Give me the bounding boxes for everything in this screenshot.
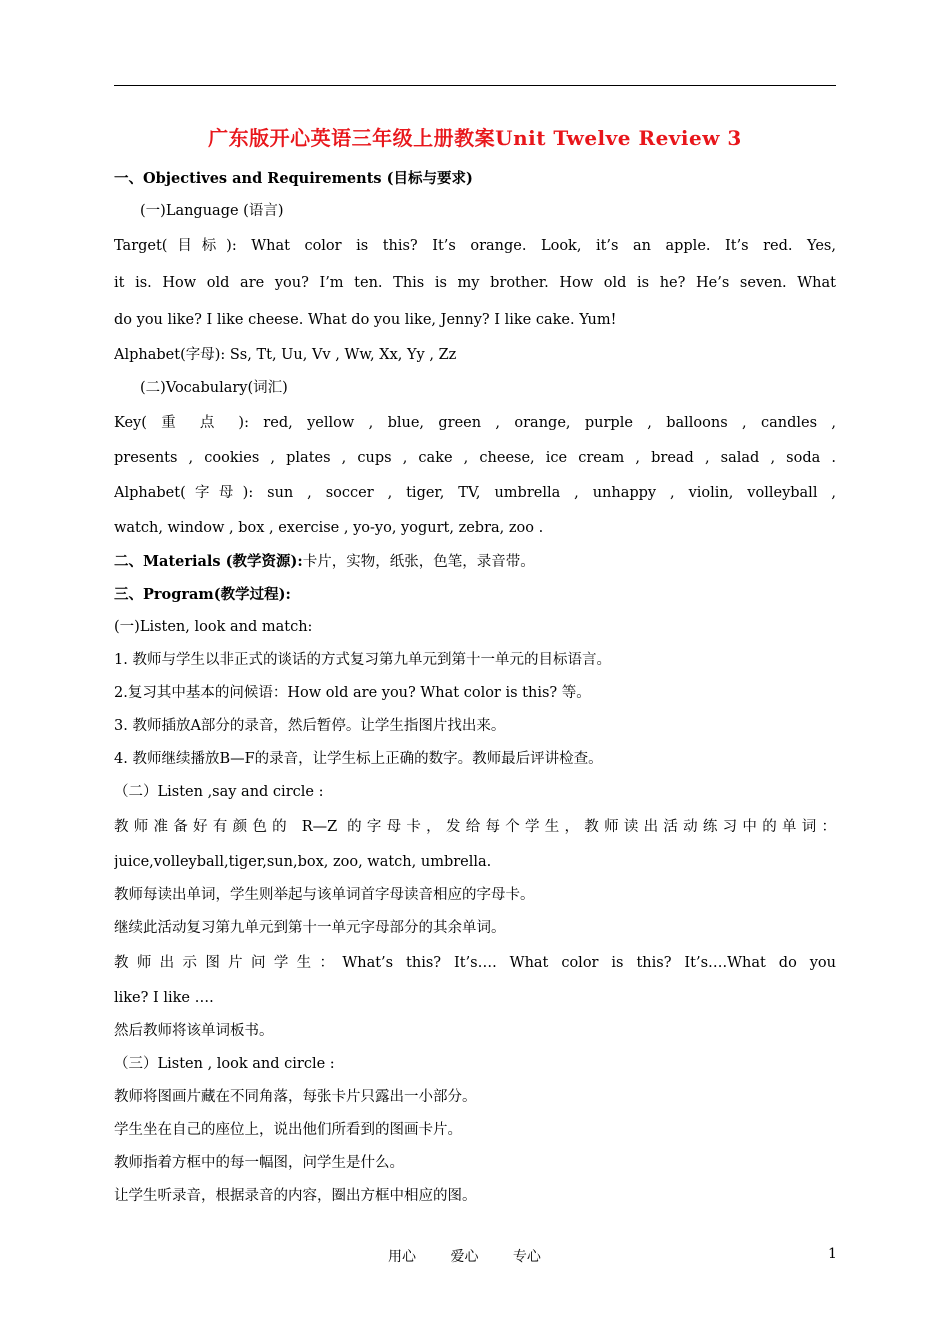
materials-label: 二、Materials (教学资源): bbox=[114, 553, 303, 570]
part3-line-1: 教师将图画片藏在不同角落，每张卡片只露出一小部分。 bbox=[114, 1089, 477, 1105]
document-body bbox=[114, 162, 836, 1213]
target-line-3: do you like? I like cheese. What do you like, Jenny? I like cake. Yum! bbox=[114, 312, 617, 328]
key-line-2: presents , cookies , plates , cups , cake , cheese, ice cream , bread , salad , soda . bbox=[114, 450, 836, 466]
footer-word-3: 专心 bbox=[512, 1249, 541, 1265]
materials-line bbox=[114, 545, 836, 578]
part2-line-2: juice,volleyball,tiger,sun,box, zoo, watch, umbrella. bbox=[114, 854, 492, 870]
footer-word-2: 爱心 bbox=[450, 1249, 479, 1265]
footer-word-1: 用心 bbox=[388, 1249, 416, 1265]
target-line-1: Target(目标): What color is this? It’s orange. Look, it’s an apple. It’s red. Yes, bbox=[114, 238, 836, 254]
part1-step-4: 4. 教师继续播放B—F的录音，让学生标上正确的数字。教师最后评讲检查。 bbox=[114, 751, 603, 767]
materials-text: 卡片，实物，纸张，色笔，录音带。 bbox=[302, 554, 535, 570]
part3-line-2: 学生坐在自己的座位上，说出他们所看到的图画卡片。 bbox=[114, 1122, 462, 1138]
language-heading: (一)Language (语言) bbox=[140, 203, 284, 219]
target-line-2: it is. How old are you? I’m ten. This is my brother. How old is he? He’s seven. What bbox=[114, 275, 836, 291]
part2-line-3: 教师每读出单词，学生则举起与该单词首字母读音相应的字母卡。 bbox=[114, 887, 535, 903]
page-number: 1 bbox=[828, 1246, 837, 1262]
vocabulary-heading: (二)Vocabulary(词汇) bbox=[140, 380, 288, 396]
part2-line-6: like? I like …. bbox=[114, 990, 214, 1006]
part2-line-4: 继续此活动复习第九单元到第十一单元字母部分的其余单词。 bbox=[114, 920, 506, 936]
part2-heading: （二）Listen ,say and circle : bbox=[114, 784, 324, 800]
objectives-heading: 一、Objectives and Requirements (目标与要求) bbox=[114, 170, 473, 187]
document-title: 广东版开心英语三年级上册教案Unit Twelve Review 3 bbox=[208, 126, 742, 150]
part1-step-2: 2.复习其中基本的问候语：How old are you? What color is this? 等。 bbox=[114, 685, 591, 701]
part1-heading: (一)Listen, look and match: bbox=[114, 619, 313, 635]
part3-line-4: 让学生听录音，根据录音的内容，圈出方框中相应的图。 bbox=[114, 1188, 477, 1204]
part2-line-5: 教师出示图片问学生：What’s this? It’s…. What color is this? It’s….What do you bbox=[114, 955, 836, 971]
part1-step-1: 1. 教师与学生以非正式的谈话的方式复习第九单元到第十一单元的目标语言。 bbox=[114, 652, 611, 668]
header-rule bbox=[114, 85, 836, 86]
alphabet-language: Alphabet(字母): Ss, Tt, Uu, Vv , Ww, Xx, Yy , Zz bbox=[114, 347, 457, 363]
part1-step-3: 3. 教师插放A部分的录音，然后暂停。让学生指图片找出来。 bbox=[114, 718, 506, 734]
alphabet-vocab-line-1: Alphabet(字母): sun , soccer , tiger, TV, umbrella , unhappy , violin, volleyball , bbox=[114, 485, 836, 501]
part2-line-7: 然后教师将该单词板书。 bbox=[114, 1023, 274, 1039]
part3-heading: （三）Listen , look and circle : bbox=[114, 1056, 335, 1072]
alphabet-vocab-line-2: watch, window , box , exercise , yo-yo, yogurt, zebra, zoo . bbox=[114, 520, 544, 536]
part3-line-3: 教师指着方框中的每一幅图，问学生是什么。 bbox=[114, 1155, 404, 1171]
key-line-1: Key( 重 点 ): red, yellow , blue, green , orange, purple , balloons , candles , bbox=[114, 415, 836, 431]
program-heading: 三、Program(教学过程): bbox=[114, 586, 291, 603]
footer-motto bbox=[388, 1246, 571, 1266]
part2-line-1: 教师准备好有颜色的 R—Z 的字母卡，发给每个学生，教师读出活动练习中的单词： bbox=[114, 819, 836, 835]
